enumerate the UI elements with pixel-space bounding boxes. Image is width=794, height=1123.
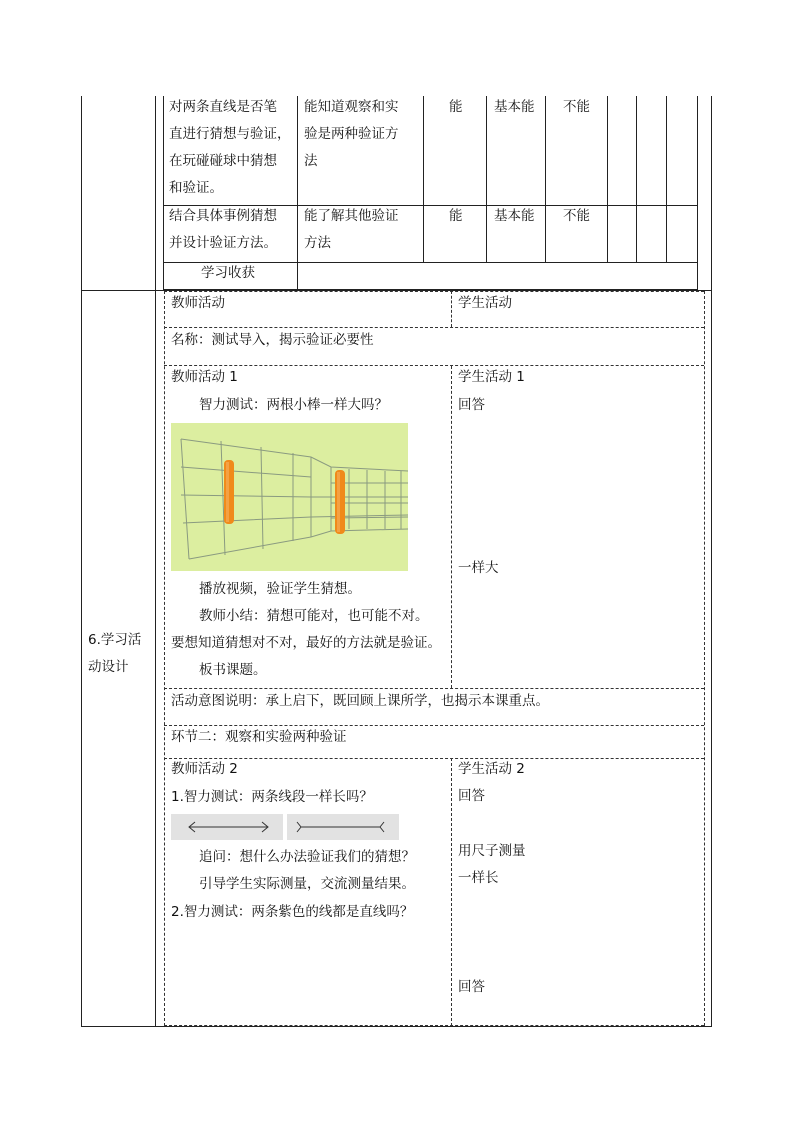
student-answer: 用尺子测量 (458, 843, 526, 859)
level-cannot: 不能 (563, 99, 590, 115)
arrow-segments-illustration (171, 814, 399, 840)
activity-1-question: 智力测试：两根小棒一样大吗？ (199, 397, 388, 413)
line-segments-illusion-image (171, 814, 399, 840)
teacher-header: 教师活动 (171, 295, 225, 311)
perspective-grid-illustration (171, 423, 408, 571)
teacher-activity-2-title: 教师活动 2 (171, 761, 238, 777)
activity-1-line: 板书课题。 (199, 662, 267, 678)
section-label: 动设计 (88, 659, 129, 675)
content-line: 结合具体事例猜想 (169, 208, 277, 224)
goal-line: 能知道观察和实 (304, 99, 399, 115)
student-answer: 回答 (458, 788, 485, 804)
intent-row: 活动意图说明：承上启下，既回顾上课所学，也揭示本课重点。 (171, 693, 549, 709)
level-can: 能 (449, 208, 463, 224)
student-answer: 回答 (458, 397, 485, 413)
activity-1-line: 播放视频，验证学生猜想。 (199, 581, 361, 597)
stage-2-row: 环节二：观察和实验两种验证 (171, 729, 347, 745)
name-row: 名称：测试导入，揭示验证必要性 (171, 332, 374, 348)
activity-2-follow-up: 追问：想什么办法验证我们的猜想？ (199, 849, 415, 865)
goal-line: 法 (304, 153, 318, 169)
section-label: 6.学习活 (88, 632, 142, 648)
level-can: 能 (449, 99, 463, 115)
harvest-label: 学习收获 (201, 265, 255, 281)
goal-line: 验是两种验证方 (304, 126, 399, 142)
content-line: 并设计验证方法。 (169, 235, 277, 251)
level-cannot: 不能 (563, 208, 590, 224)
two-sticks-illusion-image (171, 423, 408, 571)
activity-2-question-2: 2.智力测试：两条紫色的线都是直线吗？ (171, 904, 414, 920)
student-answer: 一样长 (458, 870, 499, 886)
level-basic: 基本能 (494, 208, 535, 224)
goal-line: 方法 (304, 235, 331, 251)
activity-2-guide: 引导学生实际测量，交流测量结果。 (199, 876, 415, 892)
student-answer: 一样大 (458, 560, 499, 576)
student-activity-1-title: 学生活动 1 (458, 369, 525, 385)
teacher-activity-1-title: 教师活动 1 (171, 369, 238, 385)
activity-1-line: 教师小结：猜想可能对，也可能不对。 (199, 608, 429, 624)
content-line: 对两条直线是否笔 (169, 99, 277, 115)
content-line: 在玩碰碰球中猜想 (169, 153, 277, 169)
student-activity-2-title: 学生活动 2 (458, 761, 525, 777)
content-line: 直进行猜想与验证， (169, 126, 291, 142)
goal-line: 能了解其他验证 (304, 208, 399, 224)
activity-2-question-1: 1.智力测试：两条线段一样长吗？ (171, 789, 373, 805)
content-line: 和验证。 (169, 180, 223, 196)
activity-1-line: 要想知道猜想对不对，最好的方法就是验证。 (171, 635, 441, 651)
level-basic: 基本能 (494, 99, 535, 115)
student-answer: 回答 (458, 979, 485, 995)
student-header: 学生活动 (458, 295, 512, 311)
